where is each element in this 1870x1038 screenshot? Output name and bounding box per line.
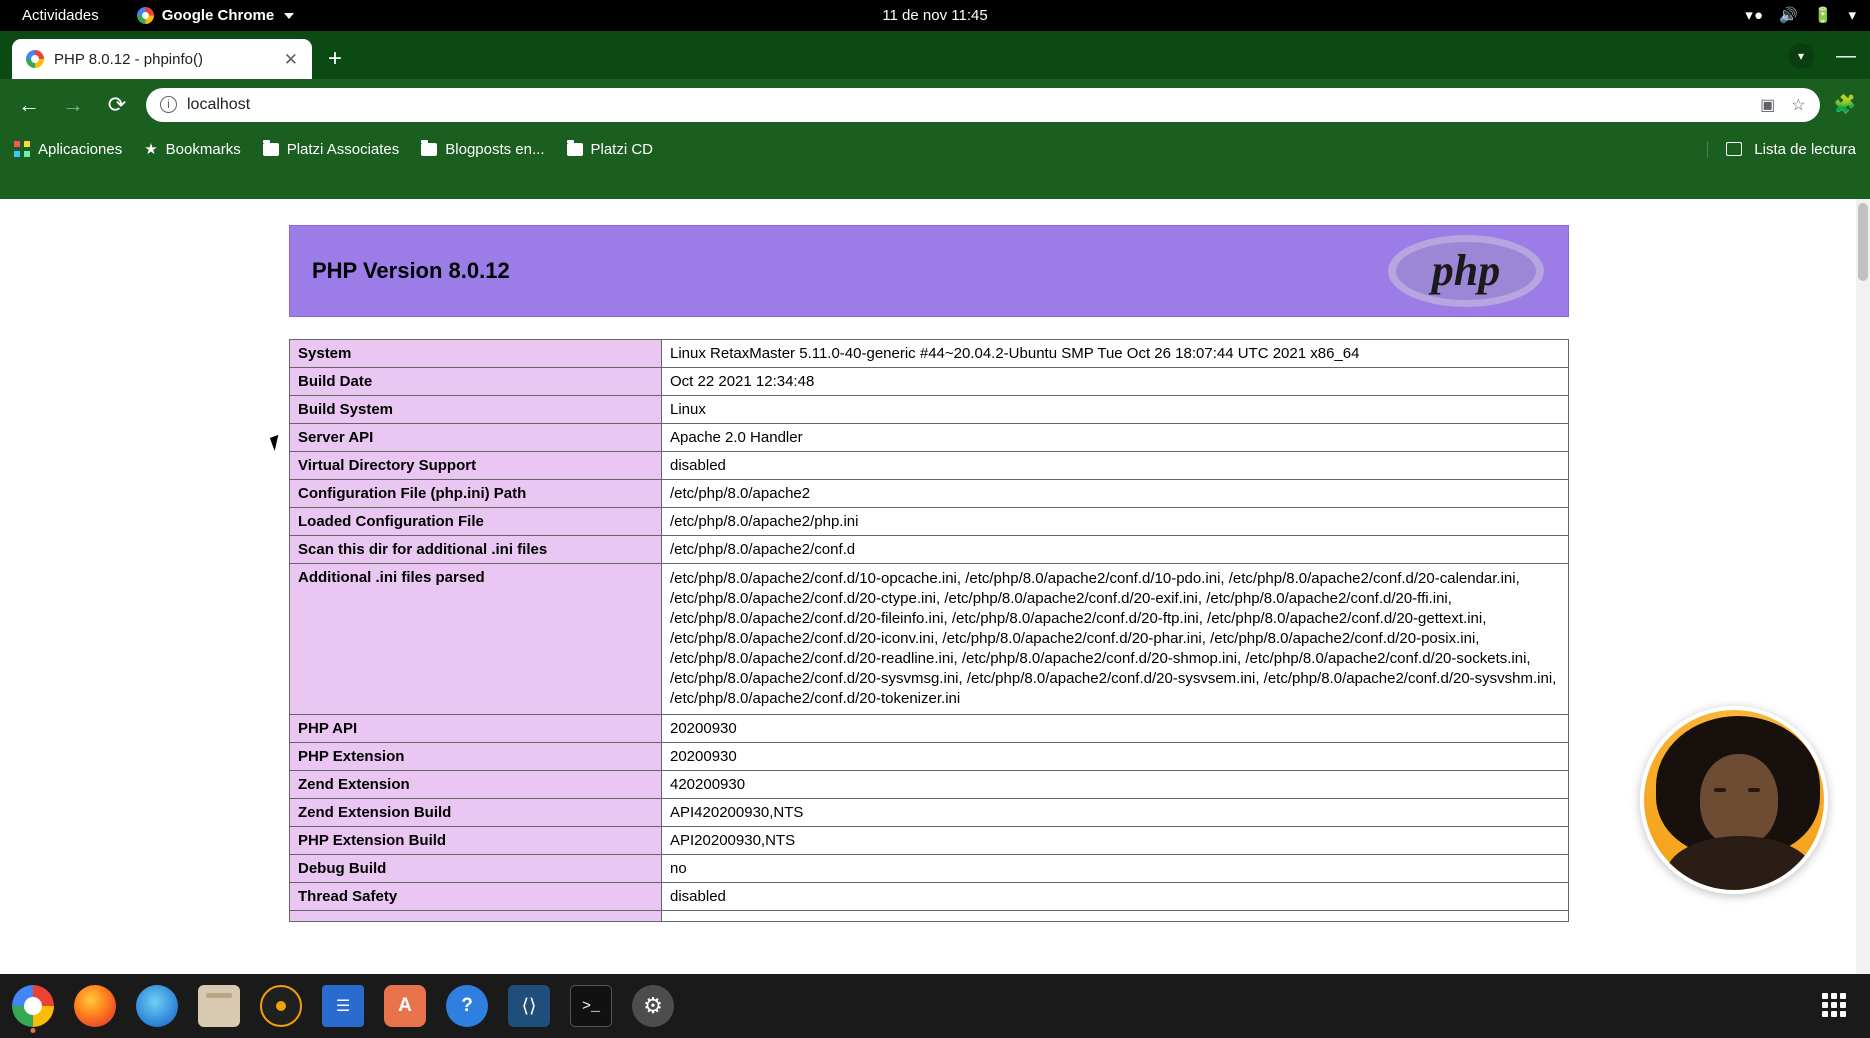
dock-item-help[interactable]: ?	[446, 985, 488, 1027]
row-value: /etc/php/8.0/apache2/php.ini	[662, 508, 1569, 536]
php-logo-icon	[1386, 229, 1546, 313]
system-tray[interactable]	[1745, 8, 1856, 23]
row-value: 20200930	[662, 714, 1569, 742]
bookmark-star-icon[interactable]: ☆	[1791, 96, 1806, 114]
bookmark-item-platzi-associates[interactable]	[263, 141, 400, 158]
extensions-puzzle-icon[interactable]: 🧩	[1833, 94, 1856, 114]
site-info-icon[interactable]: i	[160, 96, 177, 113]
scrollbar-thumb[interactable]	[1858, 203, 1868, 281]
table-row	[290, 714, 1569, 742]
table-row	[290, 826, 1569, 854]
toolbar-right	[1834, 94, 1856, 115]
grid-cell	[1822, 1011, 1828, 1017]
dock-item-thunderbird[interactable]	[136, 985, 178, 1027]
dock-item-vs-code[interactable]: ⟨⟩	[508, 985, 550, 1027]
dock-item-libreoffice-writer[interactable]: ☰	[322, 985, 364, 1027]
row-value: disabled	[662, 452, 1569, 480]
back-button[interactable]: ←	[18, 91, 40, 117]
dock-item-firefox[interactable]	[74, 985, 116, 1027]
dock-item-settings[interactable]	[632, 985, 674, 1027]
row-key: Build Date	[290, 368, 662, 396]
chrome-window	[0, 31, 1870, 974]
table-row	[290, 798, 1569, 826]
row-key: Debug Build	[290, 854, 662, 882]
row-value: Linux RetaxMaster 5.11.0-40-generic #44~20.04.2-Ubuntu SMP Tue Oct 26 18:07:44 UTC 2021 x86_64	[662, 340, 1569, 368]
row-value: API20200930,NTS	[662, 826, 1569, 854]
translate-icon[interactable]: ▣	[1760, 96, 1776, 114]
volume-icon: 🔊	[1779, 7, 1798, 24]
row-key: PHP API	[290, 714, 662, 742]
dock-item-google-chrome[interactable]	[12, 985, 54, 1027]
bookmark-item-aplicaciones[interactable]	[14, 141, 122, 158]
grid-cell	[1840, 1011, 1846, 1017]
bookmark-item-bookmarks[interactable]	[144, 140, 240, 158]
tab-title: PHP 8.0.12 - phpinfo()	[54, 50, 203, 68]
grid-cell	[1831, 993, 1837, 999]
grid-cell	[1840, 1002, 1846, 1008]
table-row	[290, 770, 1569, 798]
bookmark-item-blogposts[interactable]	[421, 141, 544, 158]
table-row	[290, 396, 1569, 424]
row-value: 20200930	[662, 742, 1569, 770]
phpinfo-container	[289, 225, 1569, 922]
table-row	[290, 480, 1569, 508]
folder-icon	[421, 143, 437, 156]
phpinfo-header	[289, 225, 1569, 317]
row-key: System	[290, 340, 662, 368]
reading-list-label: Lista de lectura	[1754, 140, 1856, 158]
row-key	[290, 910, 662, 921]
row-value: /etc/php/8.0/apache2/conf.d	[662, 536, 1569, 564]
bookmark-label: Platzi Associates	[286, 140, 400, 158]
row-value: Linux	[662, 396, 1569, 424]
row-value: Oct 22 2021 12:34:48	[662, 368, 1569, 396]
window-controls	[1788, 43, 1856, 69]
folder-icon	[567, 143, 583, 156]
bookmark-label: Blogposts en...	[445, 140, 545, 158]
row-value: no	[662, 854, 1569, 882]
forward-button[interactable]: →	[62, 91, 84, 117]
grid-cell	[1831, 1002, 1837, 1008]
row-key: Build System	[290, 396, 662, 424]
show-applications-icon[interactable]	[1822, 993, 1848, 1019]
row-key: Server API	[290, 424, 662, 452]
address-bar[interactable]	[146, 88, 1820, 122]
svg-text:php: php	[1431, 246, 1501, 295]
address-bar-text[interactable]: localhost	[187, 95, 251, 113]
bookmark-label: Platzi CD	[590, 140, 654, 158]
clock[interactable]: 11 de nov 11:45	[882, 7, 988, 24]
bookmark-item-platzi-cd[interactable]	[567, 141, 654, 158]
grid-cell	[1822, 1002, 1828, 1008]
row-key: Virtual Directory Support	[290, 452, 662, 480]
bookmarks-bar	[0, 130, 1870, 168]
table-row	[290, 564, 1569, 715]
phpinfo-table	[289, 339, 1569, 922]
app-menu[interactable]	[137, 7, 295, 24]
row-value: API420200930,NTS	[662, 798, 1569, 826]
battery-icon: 🔋	[1813, 7, 1833, 24]
phpinfo-page	[0, 199, 1858, 922]
reading-list-button[interactable]	[1707, 141, 1856, 158]
tab-strip	[0, 31, 1870, 79]
table-row	[290, 742, 1569, 770]
apps-grid-icon	[14, 141, 30, 157]
dock-item-terminal[interactable]: >_	[570, 985, 612, 1027]
row-key: Loaded Configuration File	[290, 508, 662, 536]
ubuntu-dock	[0, 974, 1870, 1038]
row-value: /etc/php/8.0/apache2/conf.d/10-opcache.ini, /etc/php/8.0/apache2/conf.d/10-pdo.ini, /etc/php/8.0/apache2/conf.d/20-calendar.ini, /etc/php/8.0/apache2/conf.d/20-ctype.ini, /etc/php/8.0/apache2/conf.d/20-exif.ini, /etc/php/8.0/apache2/conf.d/20-ffi.ini, /etc/php/8.0/apache2/conf.d/20-fileinfo.ini, /etc/php/8.0/apache2/conf.d/20-ftp.ini, /etc/php/8.0/apache2/conf.d/20-gettext.ini, /etc/php/8.0/apache2/conf.d/20-iconv.ini, /etc/php/8.0/apache2/conf.d/20-phar.ini, /etc/php/8.0/apache2/conf.d/20-posix.ini, /etc/php/8.0/apache2/conf.d/20-readline.ini, /etc/php/8.0/apache2/conf.d/20-shmop.ini, /etc/php/8.0/apache2/conf.d/20-sockets.ini, /etc/php/8.0/apache2/conf.d/20-sysvmsg.ini, /etc/php/8.0/apache2/conf.d/20-sysvsem.ini, /etc/php/8.0/apache2/conf.d/20-sysvshm.ini, /etc/php/8.0/apache2/conf.d/20-tokenizer.ini	[662, 564, 1569, 715]
new-tab-button[interactable]: +	[328, 45, 343, 72]
row-key: Additional .ini files parsed	[290, 564, 662, 715]
table-row	[290, 368, 1569, 396]
bookmark-label: Aplicaciones	[38, 140, 123, 158]
table-row	[290, 340, 1569, 368]
row-key: PHP Extension	[290, 742, 662, 770]
chevron-down-icon	[284, 13, 294, 19]
table-row	[290, 882, 1569, 910]
folder-icon	[263, 143, 279, 156]
wifi-icon: ▾ ●	[1745, 7, 1764, 24]
row-value: /etc/php/8.0/apache2	[662, 480, 1569, 508]
webcam-eye-right	[1748, 788, 1760, 792]
profile-avatar[interactable]: ▾	[1788, 43, 1814, 69]
omnibox-actions	[1760, 95, 1805, 115]
tab-phpinfo[interactable]	[12, 39, 312, 79]
grid-cell	[1831, 1011, 1837, 1017]
chevron-down-icon: ▾	[1848, 7, 1856, 24]
row-value: Apache 2.0 Handler	[662, 424, 1569, 452]
table-row	[290, 536, 1569, 564]
grid-cell	[1822, 993, 1828, 999]
activities-button[interactable]: Actividades	[22, 7, 99, 24]
row-key: Configuration File (php.ini) Path	[290, 480, 662, 508]
row-key: Thread Safety	[290, 882, 662, 910]
dock-item-files[interactable]	[198, 985, 240, 1027]
tab-favicon-icon	[26, 50, 44, 68]
webcam-face	[1700, 754, 1778, 846]
row-key: Zend Extension Build	[290, 798, 662, 826]
reload-button[interactable]: ⟳	[107, 91, 127, 117]
row-value: disabled	[662, 882, 1569, 910]
table-row	[290, 452, 1569, 480]
bookmark-label: Bookmarks	[165, 140, 241, 158]
page-scrollbar[interactable]	[1856, 199, 1870, 1005]
row-value: 420200930	[662, 770, 1569, 798]
dock-item-rhythmbox[interactable]	[260, 985, 302, 1027]
reading-list-icon	[1726, 142, 1742, 156]
webcam-bubble	[1640, 706, 1828, 894]
table-row	[290, 508, 1569, 536]
app-menu-label: Google Chrome	[161, 7, 275, 24]
row-value	[662, 910, 1569, 921]
grid-cell	[1840, 993, 1846, 999]
minimize-button[interactable]: —	[1836, 45, 1856, 67]
star-icon: ★	[144, 141, 158, 158]
browser-toolbar	[0, 79, 1870, 130]
gnome-top-bar	[0, 0, 1870, 31]
php-version-title: PHP Version 8.0.12	[312, 258, 510, 283]
row-key: PHP Extension Build	[290, 826, 662, 854]
webcam-eye-left	[1714, 788, 1726, 792]
dock-item-ubuntu-software[interactable]: A	[384, 985, 426, 1027]
table-row	[290, 854, 1569, 882]
chrome-icon	[137, 7, 154, 24]
running-indicator	[31, 1028, 36, 1033]
table-row	[290, 910, 1569, 921]
row-key: Zend Extension	[290, 770, 662, 798]
row-key: Scan this dir for additional .ini files	[290, 536, 662, 564]
close-icon[interactable]: ✕	[283, 49, 298, 69]
page-viewport	[0, 199, 1870, 1005]
table-row	[290, 424, 1569, 452]
